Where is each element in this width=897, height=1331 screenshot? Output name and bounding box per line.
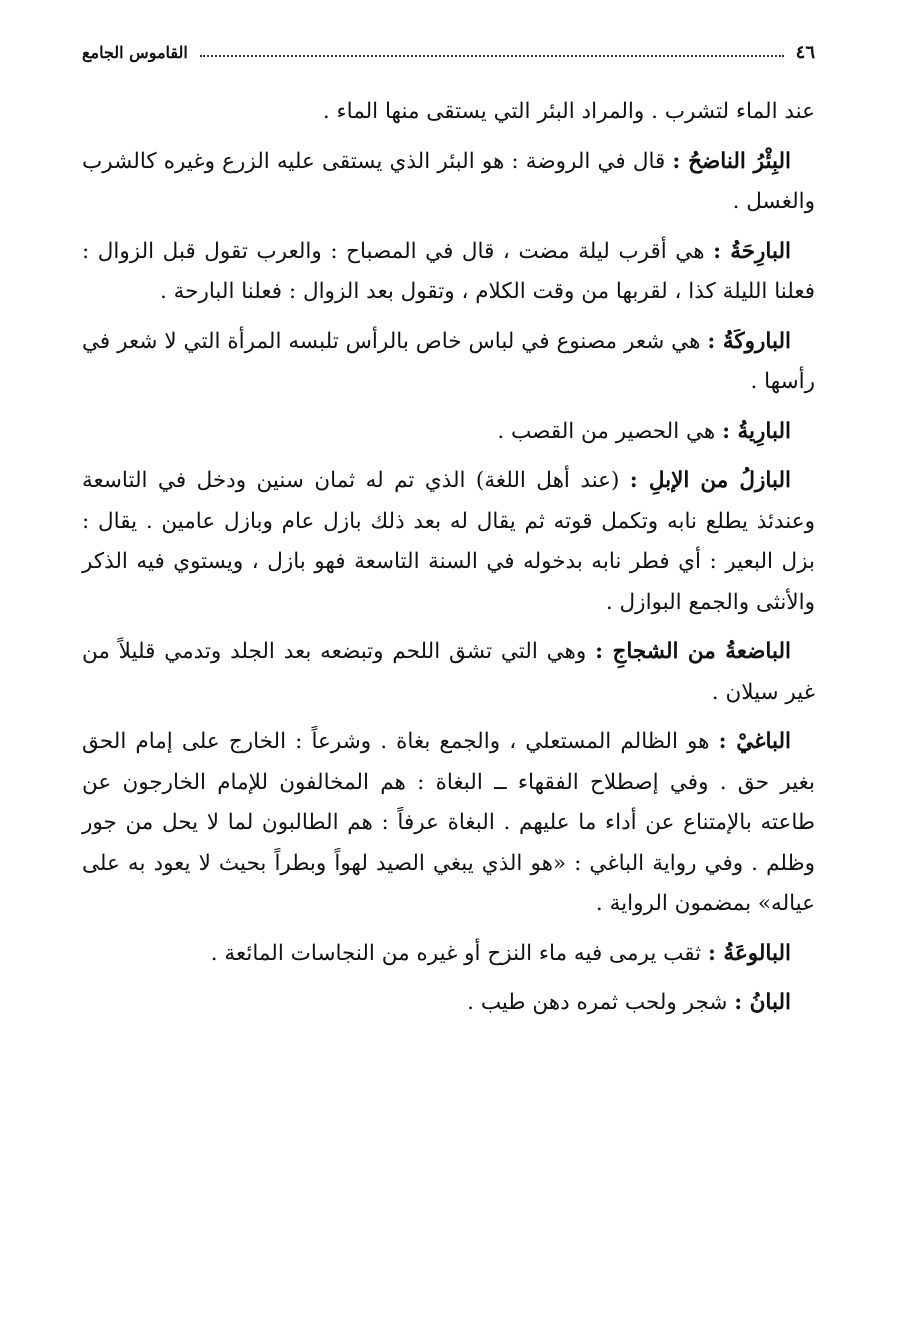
entry-headword: البارِحَةُ :: [713, 238, 791, 264]
entry-albariya: [82, 412, 815, 453]
entry-headword: الباضعةُ من الشجاجِ :: [595, 639, 791, 664]
entry-headword: البازلُ من الإبلِ :: [629, 468, 791, 493]
entry-definition: شجر ولحب ثمره دهن طيب .: [467, 990, 728, 1015]
entry-definition: (عند أهل اللغة) الذي تم له ثمان سنين ودخل في التاسعة وعندئذ يطلع نابه وتكمل قوته ثم يقال له بعد ذلك بازل عام وبازل عامين . يقال : بزل البعير : أي فطر نابه بدخوله في السنة التاسعة فهو بازل ، ويستوي فيه الذكر والأنثى والجمع البوازل .: [82, 468, 815, 615]
dictionary-entries: [82, 92, 815, 1024]
entry-albaruka: [82, 322, 815, 403]
entry-headword: البانُ :: [734, 990, 791, 1015]
entry-definition: هي أقرب ليلة مضت ، قال في المصباح : والعرب تقول قبل الزوال : فعلنا الليلة كذا ، لقربها من وقت الكلام ، وتقول بعد الزوال : فعلنا البارحة .: [82, 238, 815, 304]
entry-albazil: [82, 461, 815, 623]
entry-albir-alnadih: [82, 142, 815, 223]
entry-definition: قال في الروضة : هو البئر الذي يستقى عليه الزرع وغيره كالشرب والغسل .: [82, 148, 815, 214]
entry-headword: البالوعَةُ :: [708, 940, 791, 966]
entry-albadia: [82, 632, 815, 713]
entry-definition: ثقب يرمى فيه ماء النزح أو غيره من النجاسات المائعة .: [210, 940, 702, 966]
entry-headword: الباغيْ :: [718, 729, 792, 754]
entry-headword: البِئْرُ الناضحُ :: [672, 148, 791, 174]
entry-definition: عند الماء لتشرب . والمراد البئر التي يستقى منها الماء .: [322, 99, 815, 124]
entry-headword: الباروكَةُ :: [707, 328, 791, 354]
entry-albaghi: [82, 722, 815, 925]
running-header: [82, 34, 815, 70]
entry-albariha: [82, 232, 815, 313]
entry-definition: هي الحصير من القصب .: [497, 418, 716, 444]
entry-definition: وهي التي تشق اللحم وتبضعه بعد الجلد وتدمي قليلاً من غير سيلان .: [82, 639, 815, 705]
entry-albaluaa: [82, 934, 815, 975]
dotted-leader: [200, 55, 784, 57]
entry-definition: هو الظالم المستعلي ، والجمع بغاة . وشرعاً : الخارج على إمام الحق بغير حق . وفي إصطلاح الفقهاء ــ البغاة : هم المخالفون للإمام الخارجون عن طاعته بالإمتناع عن أداء ما عليهم . البغاة عرفاً : هم الطالبون لما لا يحل من جور وظلم . وفي رواية الباغي : «هو الذي يبغي الصيد لهواً وبطراً بحيث لا يعود به على عياله» بمضمون الرواية .: [82, 729, 815, 916]
entry-headword: البارِيةُ :: [722, 418, 791, 444]
entry-definition: هي شعر مصنوع في لباس خاص بالرأس تلبسه المرأة التي لا شعر في رأسها .: [82, 328, 815, 394]
entry-continuation: [82, 92, 815, 133]
page-number: ٤٦: [795, 41, 815, 63]
entry-alban: [82, 983, 815, 1024]
book-title: القاموس الجامع: [82, 42, 188, 62]
